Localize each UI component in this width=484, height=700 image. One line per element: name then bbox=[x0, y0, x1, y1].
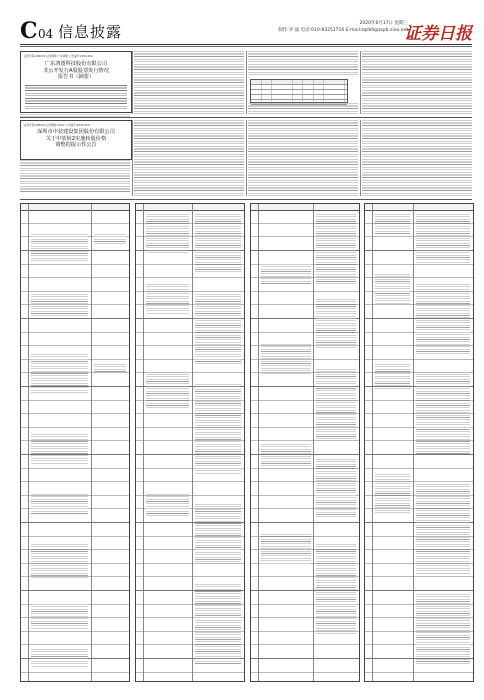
announcement-title: 广东鸿图科技股份有限公司 非公开发行A股股票发行情况 报告书（摘要） bbox=[43, 61, 109, 80]
issue-date: 2020年6月17日 星期三 bbox=[359, 21, 408, 26]
article-text-col-1b bbox=[20, 160, 130, 194]
editor-contact: 制作:李 波 电话:010-83251716 E-mail:zqrb9@zqrb.sina.net bbox=[278, 28, 408, 33]
announcement-box-2 bbox=[20, 120, 132, 160]
article-text-col-4 bbox=[362, 51, 472, 114]
article-text-col-4b bbox=[362, 120, 472, 196]
masthead bbox=[20, 20, 472, 42]
announcement-header: 证券代码:002XXX 证券简称:广东鸿图 公告编号:2020-XXX bbox=[24, 55, 93, 58]
section-divider bbox=[20, 199, 472, 200]
disclosure-table-3 bbox=[250, 203, 360, 682]
disclosure-table-1 bbox=[20, 203, 130, 682]
disclosure-table-2 bbox=[135, 203, 245, 682]
section-number: 04 bbox=[38, 27, 54, 41]
data-table-small bbox=[250, 79, 348, 103]
article-text-col-3c bbox=[248, 120, 358, 196]
announcement-title: 深圳市中装建设集团股份有限公司 关于中装转2实施转股价格 调整的提示性公告 bbox=[37, 129, 115, 148]
article-text-col-3 bbox=[248, 51, 358, 77]
disclosure-table-4 bbox=[364, 203, 474, 682]
masthead-meta bbox=[278, 20, 408, 34]
section-title: 信息披露 bbox=[58, 23, 123, 41]
newspaper-logo: 证券日报 bbox=[404, 24, 472, 44]
section-divider bbox=[20, 117, 472, 118]
masthead-rule-thin bbox=[20, 46, 472, 47]
section-letter: C bbox=[20, 18, 37, 44]
masthead-rule bbox=[20, 44, 472, 45]
article-text-col-2b bbox=[134, 120, 244, 196]
announcement-box-1 bbox=[20, 51, 132, 113]
announcement-header: 证券代码:000XXX 证券简称:XXXX 公告编号:2020-XXX bbox=[24, 124, 90, 127]
article-text-col-3b bbox=[248, 103, 358, 114]
announcement-body bbox=[25, 85, 127, 109]
article-text-col-2 bbox=[134, 51, 244, 114]
